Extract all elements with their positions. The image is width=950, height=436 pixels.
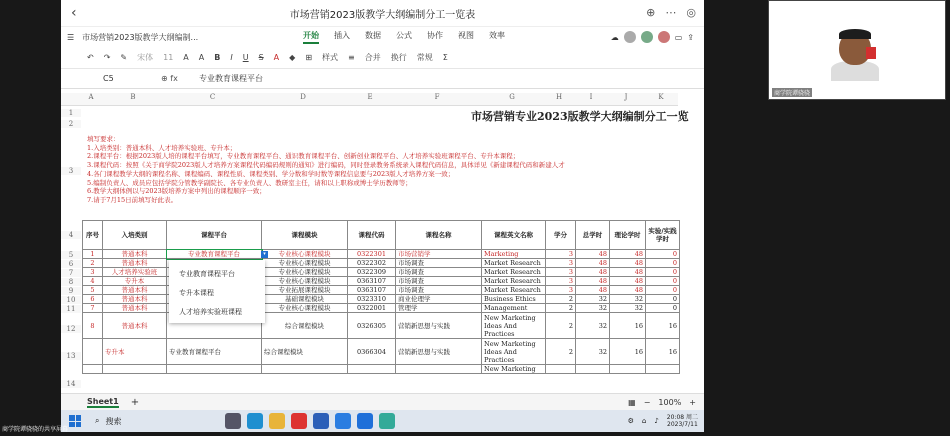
cell[interactable]: 0323310 (348, 295, 396, 304)
toolbar (61, 47, 704, 69)
cell[interactable]: 48 (610, 259, 646, 268)
cell[interactable]: 6 (83, 295, 103, 304)
red-object (866, 47, 876, 59)
cell[interactable]: 0363107 (348, 286, 396, 295)
cell[interactable]: 普通本科 (103, 313, 167, 339)
dropdown-option[interactable]: 专升本课程 (179, 290, 214, 297)
cell[interactable] (83, 339, 103, 365)
search-icon: ⌕ (95, 416, 100, 425)
cell[interactable] (576, 365, 610, 374)
column-header[interactable]: G (480, 93, 544, 106)
formula-input[interactable]: 专业教育课程平台 (199, 74, 263, 83)
cell[interactable] (646, 365, 680, 374)
cell[interactable]: 2 (83, 259, 103, 268)
fx-icon[interactable]: ⊕ fx (161, 74, 178, 83)
app-icon[interactable] (379, 413, 395, 429)
font-color-icon[interactable]: A (273, 53, 280, 62)
dropdown-option[interactable]: 专业教育课程平台 (179, 271, 235, 278)
presenter-name: 商学院谭骁骁 (774, 90, 811, 97)
presenter-video (768, 0, 946, 100)
avatar[interactable] (641, 31, 653, 43)
cell[interactable]: 专业拓展课程模块 (262, 286, 348, 295)
column-header[interactable]: F (394, 93, 480, 106)
cell[interactable]: 综合课程模块 (262, 339, 348, 365)
header-cell[interactable]: 课程英文名称 (482, 221, 546, 250)
cell[interactable]: 16 (646, 313, 680, 339)
border-icon[interactable]: ⊞ (305, 53, 313, 62)
cell[interactable]: 专升本 (103, 277, 167, 286)
cell[interactable]: 市场调查 (396, 277, 482, 286)
row-header[interactable]: 8 (61, 278, 81, 286)
en-line: Practices (484, 329, 515, 338)
cell[interactable]: 专升本 (103, 339, 167, 365)
cell[interactable]: Market Research (482, 268, 546, 277)
italic-icon[interactable]: I (230, 53, 233, 62)
zoom-level: 100% (658, 397, 682, 407)
comment-icon[interactable]: ▭ (674, 32, 683, 42)
task-view-icon[interactable] (225, 413, 241, 429)
tab-insert[interactable]: 插入 (334, 31, 350, 40)
cell[interactable]: 市场调查 (396, 268, 482, 277)
dropdown-option[interactable]: 人才培养实验班课程 (179, 309, 242, 316)
cell[interactable] (348, 365, 396, 374)
header-cell[interactable]: 课程代码 (348, 221, 396, 250)
column-header[interactable]: K (644, 93, 678, 106)
title-bar (61, 0, 704, 27)
cell[interactable]: 2 (546, 304, 576, 313)
cell[interactable]: 普通本科 (103, 250, 167, 259)
spreadsheet-window (61, 0, 704, 410)
row-header[interactable]: 10 (61, 296, 81, 304)
cell[interactable]: Management (482, 304, 546, 313)
cell[interactable]: 16 (610, 339, 646, 365)
cell[interactable]: 营销新思想与实践 (396, 313, 482, 339)
tab-formula[interactable]: 公式 (396, 31, 412, 40)
cell[interactable]: 32 (610, 295, 646, 304)
system-tray (628, 414, 698, 428)
taskbar-search[interactable] (95, 416, 195, 427)
header-cell[interactable]: 学分 (546, 221, 576, 250)
decrease-font-icon[interactable]: A (198, 53, 205, 62)
sheet-area[interactable] (61, 93, 704, 393)
word-icon[interactable] (313, 413, 329, 429)
add-sheet-icon[interactable]: + (130, 396, 140, 408)
header-cell[interactable]: 课程名称 (396, 221, 482, 250)
share-icon[interactable]: ⇪ (687, 32, 694, 42)
cell[interactable]: 0 (646, 277, 680, 286)
volume-icon[interactable]: ♪ (654, 417, 659, 425)
cell[interactable]: 市场营销学 (396, 250, 482, 259)
cell[interactable]: 市场调查 (396, 259, 482, 268)
cell[interactable]: 基础课程模块 (262, 295, 348, 304)
bold-icon[interactable]: B (214, 53, 221, 62)
sum-icon[interactable]: Σ (442, 53, 448, 62)
cell[interactable] (482, 339, 546, 365)
row-header[interactable]: 7 (61, 269, 81, 277)
edge-icon[interactable] (247, 413, 263, 429)
header-cell[interactable]: 理论学时 (610, 221, 646, 250)
cell[interactable]: 32 (576, 339, 610, 365)
cell[interactable]: 普通本科 (103, 286, 167, 295)
cell[interactable] (103, 365, 167, 374)
note-line: 4.各门课程教学大纲的课程名称、课程编码、课程性质、课程类别、学分数和学时数等课程信息要与2023版人才培养方案一致； (87, 169, 455, 178)
network-icon[interactable]: ⌂ (641, 417, 647, 425)
cell[interactable]: 48 (576, 286, 610, 295)
cell[interactable]: 48 (610, 277, 646, 286)
cell[interactable]: Market Research (482, 286, 546, 295)
cell[interactable]: 48 (610, 268, 646, 277)
note-line: 填写要求： (87, 135, 120, 143)
cell[interactable]: 0322301 (348, 250, 396, 259)
cell-selected[interactable]: 专业教育课程平台 (167, 250, 262, 259)
cell[interactable]: 3 (83, 268, 103, 277)
row-header[interactable]: 12 (61, 325, 81, 333)
tab-efficiency[interactable]: 效率 (489, 31, 505, 40)
row-header[interactable]: 3 (61, 167, 81, 175)
cell[interactable]: 32 (610, 304, 646, 313)
cell[interactable]: 人才培养实验班 (103, 268, 167, 277)
row-header[interactable]: 2 (61, 120, 81, 128)
tab-view[interactable]: 视图 (458, 31, 474, 40)
strikethrough-icon[interactable]: S (258, 53, 264, 62)
align-icon[interactable]: ≡ (348, 53, 355, 62)
formula-bar (61, 69, 704, 89)
cell[interactable]: 0322309 (348, 268, 396, 277)
dropdown-arrow-button[interactable]: ▾ (261, 251, 268, 258)
cell[interactable]: 普通本科 (103, 304, 167, 313)
format-painter-icon[interactable]: ✎ (120, 53, 128, 62)
cell[interactable] (396, 365, 482, 374)
column-header[interactable]: C (165, 93, 260, 106)
sheet-title: 市场营销专业2023版教学大纲编制分工一览 (471, 110, 689, 123)
cell[interactable]: 3 (546, 250, 576, 259)
row-header[interactable]: 5 (61, 251, 81, 259)
cell[interactable] (262, 365, 348, 374)
cell[interactable]: 市场调查 (396, 286, 482, 295)
undo-icon[interactable]: ↶ (87, 53, 94, 62)
cell[interactable]: 16 (610, 313, 646, 339)
view-icon[interactable]: ▦ (628, 397, 636, 407)
font-size-select[interactable]: 11 (163, 53, 174, 62)
merge-button[interactable]: 合并 (364, 53, 381, 62)
column-header[interactable]: H (544, 93, 574, 106)
cell[interactable]: 48 (610, 250, 646, 259)
cell[interactable]: 管理学 (396, 304, 482, 313)
cell[interactable]: 0366304 (348, 339, 396, 365)
cell[interactable]: 专业核心课程模块 (262, 304, 348, 313)
avatar[interactable] (624, 31, 636, 43)
app-icon[interactable] (335, 413, 351, 429)
cell[interactable]: 专业核心课程模块 (262, 250, 348, 259)
cell[interactable]: 0363107 (348, 277, 396, 286)
cell[interactable] (167, 365, 262, 374)
cell[interactable]: Market Research (482, 259, 546, 268)
cell[interactable]: 3 (546, 259, 576, 268)
cell[interactable]: 0 (646, 295, 680, 304)
table-row (83, 250, 680, 259)
wps-icon[interactable] (291, 413, 307, 429)
clock-date: 2023/7/11 (667, 421, 698, 428)
header-cell[interactable]: 课程平台 (167, 221, 262, 250)
cell[interactable]: 普通本科 (103, 259, 167, 268)
cell[interactable]: 5 (83, 286, 103, 295)
sheet-tab[interactable]: Sheet1 (87, 396, 119, 406)
cell[interactable]: 0322001 (348, 304, 396, 313)
cell[interactable]: 16 (646, 339, 680, 365)
column-header[interactable]: I (574, 93, 608, 106)
wrap-button[interactable]: 换行 (390, 53, 407, 62)
tab-start[interactable]: 开始 (303, 30, 319, 44)
cell[interactable]: 普通本科 (103, 295, 167, 304)
cell-reference[interactable]: C5 (103, 74, 114, 83)
column-header[interactable]: J (608, 93, 644, 106)
header-cell[interactable]: 入培类别 (103, 221, 167, 250)
cell[interactable]: 综合课程模块 (262, 313, 348, 339)
meeting-icon[interactable] (357, 413, 373, 429)
note-line: 6.教学大纲体例以与2023版培养方案中列出的课程顺序一致； (87, 187, 266, 196)
cell[interactable]: 专业核心课程模块 (262, 277, 348, 286)
column-header[interactable]: A (81, 93, 101, 106)
cell[interactable]: 48 (576, 268, 610, 277)
row-header[interactable]: 4 (61, 231, 81, 239)
cell[interactable]: 4 (83, 277, 103, 286)
header-cell[interactable]: 课程模块 (262, 221, 348, 250)
cell[interactable]: 专业教育课程平台 (167, 339, 262, 365)
redo-icon[interactable]: ↷ (103, 53, 111, 62)
fill-color-icon[interactable]: ◆ (289, 53, 296, 62)
cell[interactable]: 0322302 (348, 259, 396, 268)
cell[interactable]: 32 (576, 295, 610, 304)
menu-bar (61, 27, 704, 47)
cell[interactable]: 8 (83, 313, 103, 339)
tab-collab[interactable]: 协作 (427, 31, 443, 40)
clock-time: 20:08 周二 (666, 414, 698, 421)
cell[interactable]: 48 (576, 250, 610, 259)
search-label: 搜索 (105, 416, 122, 426)
note-line: 7.请于7月15日前填写好此表。 (87, 195, 178, 204)
cell[interactable]: 3 (546, 277, 576, 286)
corner-header (61, 93, 81, 106)
column-header[interactable]: B (101, 93, 165, 106)
tab-data[interactable]: 数据 (365, 31, 381, 40)
cell[interactable]: Business Ethics (482, 295, 546, 304)
number-format-select[interactable]: 常规 (416, 53, 433, 62)
sheet-tab-bar (61, 393, 704, 410)
clock[interactable] (667, 414, 698, 428)
cell[interactable]: 0 (646, 286, 680, 295)
zoom-out-icon[interactable]: − (643, 397, 651, 407)
taskbar (61, 410, 704, 432)
cell[interactable]: 专业核心课程模块 (262, 268, 348, 277)
cell[interactable]: 0 (646, 250, 680, 259)
column-header[interactable]: D (260, 93, 346, 106)
increase-font-icon[interactable]: A (183, 53, 189, 62)
back-arrow-icon[interactable]: ‹ (71, 5, 77, 21)
add-icon[interactable]: ⊕ (646, 6, 656, 19)
underline-icon[interactable]: U (242, 53, 249, 62)
cell[interactable]: 3 (546, 286, 576, 295)
extension-icon[interactable]: ⚙ (627, 417, 634, 425)
en-line: Ideas And (484, 321, 517, 330)
cell[interactable]: 0 (646, 268, 680, 277)
presenter-hair (839, 29, 871, 39)
cell[interactable]: Market Research (482, 277, 546, 286)
screen-share-label: 商学院谭骁骁的共享屏幕 (2, 426, 69, 433)
validation-dropdown (169, 260, 265, 323)
cell[interactable]: 32 (576, 304, 610, 313)
cell[interactable]: New Marketing (482, 365, 546, 374)
cell[interactable]: 2 (546, 339, 576, 365)
zoom-in-icon[interactable]: + (689, 397, 696, 407)
cell[interactable] (546, 365, 576, 374)
row-header[interactable]: 14 (61, 380, 81, 388)
cell[interactable] (83, 365, 103, 374)
cell[interactable]: 48 (610, 286, 646, 295)
cell[interactable]: 32 (576, 313, 610, 339)
en-line: Ideas And (484, 347, 517, 356)
en-line: New Marketing (484, 339, 536, 348)
row-header[interactable]: 13 (61, 352, 81, 360)
cell[interactable]: 2 (546, 313, 576, 339)
font-family-select[interactable]: 宋体 (137, 53, 154, 62)
cell[interactable]: 7 (83, 304, 103, 313)
windows-start-icon[interactable] (69, 415, 81, 427)
cell[interactable]: 0326305 (348, 313, 396, 339)
cell[interactable]: Marketing (482, 250, 546, 259)
column-header[interactable]: E (346, 93, 394, 106)
note-line: 1.入培类别：普通本科、人才培养实验班、专升本； (87, 143, 237, 152)
folder-icon[interactable] (269, 413, 285, 429)
header-cell[interactable]: 总学时 (576, 221, 610, 250)
en-line: New Marketing (484, 313, 536, 322)
requirements-notes (87, 135, 565, 205)
row-header[interactable]: 11 (61, 305, 81, 313)
cell[interactable]: 3 (546, 268, 576, 277)
cell[interactable]: 48 (576, 259, 610, 268)
note-line: 3.课程代码：按照《关于商学院2023版人才培养方案课程代码编码规则的通知》进行编码，同时登录教务系统录入课程代码信息，具体详见《新建课程代码和新建人才 (87, 161, 565, 170)
style-button[interactable]: 样式 (322, 53, 339, 62)
en-line: Practices (484, 355, 515, 364)
row-header[interactable]: 1 (61, 109, 81, 117)
avatar[interactable] (658, 31, 670, 43)
more-icon[interactable]: ⋯ (665, 6, 677, 19)
hamburger-icon[interactable]: ☰ (67, 32, 75, 42)
row-header[interactable]: 6 (61, 260, 81, 268)
cloud-icon[interactable]: ☁ (610, 32, 619, 42)
cell[interactable]: 0 (646, 259, 680, 268)
note-line: 5.编制负责人、成员应包括学院分管教学副院长、各专业负责人、教研室主任，请和以上职称或博士学历教师等； (87, 178, 412, 187)
table-header-row (83, 221, 680, 250)
cell[interactable] (610, 365, 646, 374)
table-row (83, 365, 680, 374)
cell[interactable] (482, 313, 546, 339)
cell[interactable]: 营销新思想与实践 (396, 339, 482, 365)
file-name: 市场营销2023版教学大纲编制... (82, 32, 199, 42)
header-cell[interactable]: 序号 (83, 221, 103, 250)
cell[interactable]: 1 (83, 250, 103, 259)
cell[interactable]: 2 (546, 295, 576, 304)
row-header[interactable]: 9 (61, 287, 81, 295)
document-title: 市场营销2023版教学大纲编制分工一览表 (289, 9, 476, 21)
header-cell[interactable]: 实验/实践学时 (646, 221, 680, 250)
table-row (83, 339, 680, 365)
cell[interactable]: 48 (576, 277, 610, 286)
cell[interactable]: 0 (646, 304, 680, 313)
cell[interactable]: 商业伦理学 (396, 295, 482, 304)
cell[interactable]: 专业核心课程模块 (262, 259, 348, 268)
target-icon[interactable]: ◎ (686, 6, 696, 19)
note-line: 2.课程平台：根据2023版人培的课程平台填写，专业教育课程平台、通识教育课程平台、创新创业课程平台、人才培养实验班课程平台、专升本课程； (87, 152, 520, 161)
